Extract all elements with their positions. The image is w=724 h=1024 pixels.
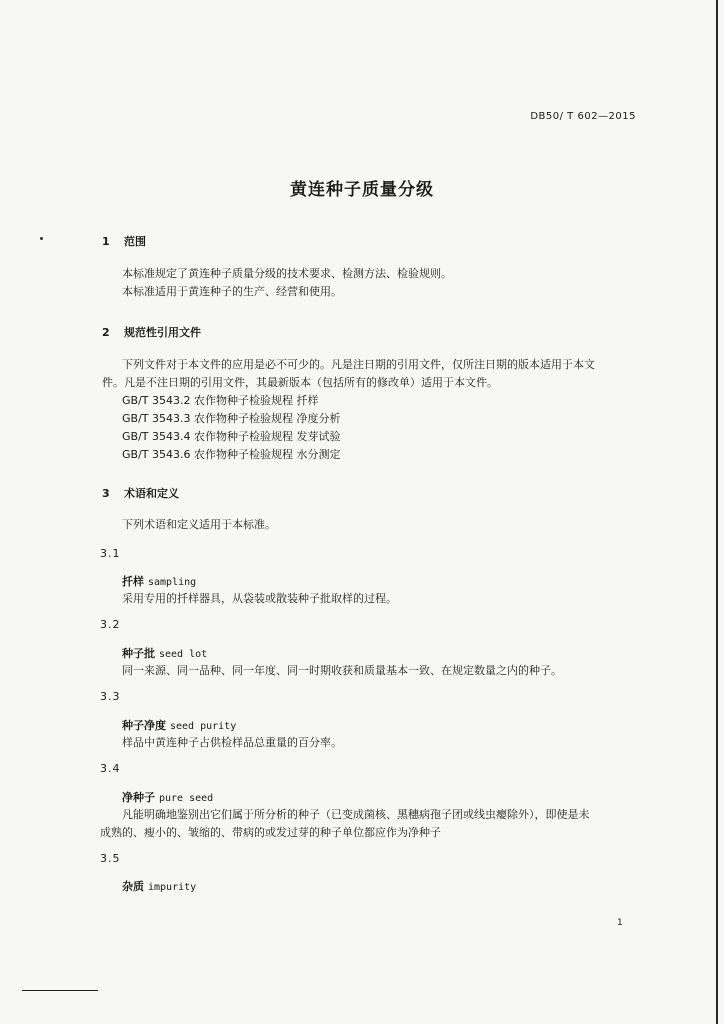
- paragraph: 下列文件对于本文件的应用是必不可少的。凡是注日期的引用文件，仅所注日期的版本适用于本文: [122, 358, 595, 371]
- term-english: seed lot: [159, 649, 208, 660]
- reference-item: GB/T 3543.4 农作物种子检验规程 发芽试验: [122, 430, 341, 443]
- term-definition: 采用专用的扦样器具，从袋装或散装种子批取样的过程。: [122, 592, 397, 605]
- reference-item: GB/T 3543.3 农作物种子检验规程 净度分析: [122, 412, 341, 425]
- term-heading: [122, 645, 207, 661]
- term-number: 3.5: [100, 852, 121, 865]
- term-chinese: 净种子: [122, 791, 155, 804]
- section-heading-2: [102, 324, 201, 340]
- section-heading-1: [102, 233, 146, 249]
- term-chinese: 杂质: [122, 880, 144, 893]
- term-english: seed purity: [170, 721, 237, 732]
- term-definition: 样品中黄连种子占供检样品总重量的百分率。: [122, 736, 342, 749]
- paragraph: 下列术语和定义适用于本标准。: [122, 518, 276, 531]
- page-number: 1: [617, 918, 623, 928]
- section-title: 术语和定义: [124, 487, 179, 500]
- term-english: impurity: [148, 882, 197, 893]
- term-number: 3.4: [100, 762, 121, 775]
- reference-item: GB/T 3543.6 农作物种子检验规程 水分测定: [122, 448, 341, 461]
- term-heading: [122, 789, 213, 805]
- section-number: 1: [102, 235, 110, 248]
- footer-rule: [22, 990, 98, 991]
- term-number: 3.1: [100, 547, 121, 560]
- scan-speck: [40, 237, 43, 240]
- section-title: 规范性引用文件: [124, 326, 201, 339]
- term-english: pure seed: [159, 793, 214, 804]
- scan-edge-line: [716, 0, 718, 1024]
- section-heading-3: [102, 485, 179, 501]
- section-number: 3: [102, 487, 110, 500]
- paragraph: 件。凡是不注日期的引用文件，其最新版本（包括所有的修改单）适用于本文件。: [102, 376, 498, 389]
- term-number: 3.2: [100, 618, 121, 631]
- term-definition: 凡能明确地鉴别出它们属于所分析的种子（已变成菌核、黑穗病孢子团或线虫瘿除外），即使是未: [122, 808, 590, 821]
- term-english: sampling: [148, 577, 197, 588]
- term-heading: [122, 878, 196, 894]
- paragraph: 本标准适用于黄连种子的生产、经营和使用。: [122, 285, 342, 298]
- term-heading: [122, 717, 236, 733]
- term-definition: 同一来源、同一品种、同一年度、同一时期收获和质量基本一致、在规定数量之内的种子。: [122, 664, 562, 677]
- paragraph: 本标准规定了黄连种子质量分级的技术要求、检测方法、检验规则。: [122, 267, 452, 280]
- term-chinese: 扦样: [122, 575, 144, 588]
- term-chinese: 种子批: [122, 647, 155, 660]
- reference-item: GB/T 3543.2 农作物种子检验规程 扦样: [122, 394, 319, 407]
- term-definition: 成熟的、瘦小的、皱缩的、带病的或发过芽的种子单位都应作为净种子: [100, 826, 441, 839]
- term-number: 3.3: [100, 690, 121, 703]
- term-heading: [122, 573, 196, 589]
- standard-number: DB50/ T 602—2015: [530, 111, 636, 122]
- term-chinese: 种子净度: [122, 719, 166, 732]
- document-title: 黄连种子质量分级: [290, 180, 434, 200]
- section-number: 2: [102, 326, 110, 339]
- section-title: 范围: [124, 235, 146, 248]
